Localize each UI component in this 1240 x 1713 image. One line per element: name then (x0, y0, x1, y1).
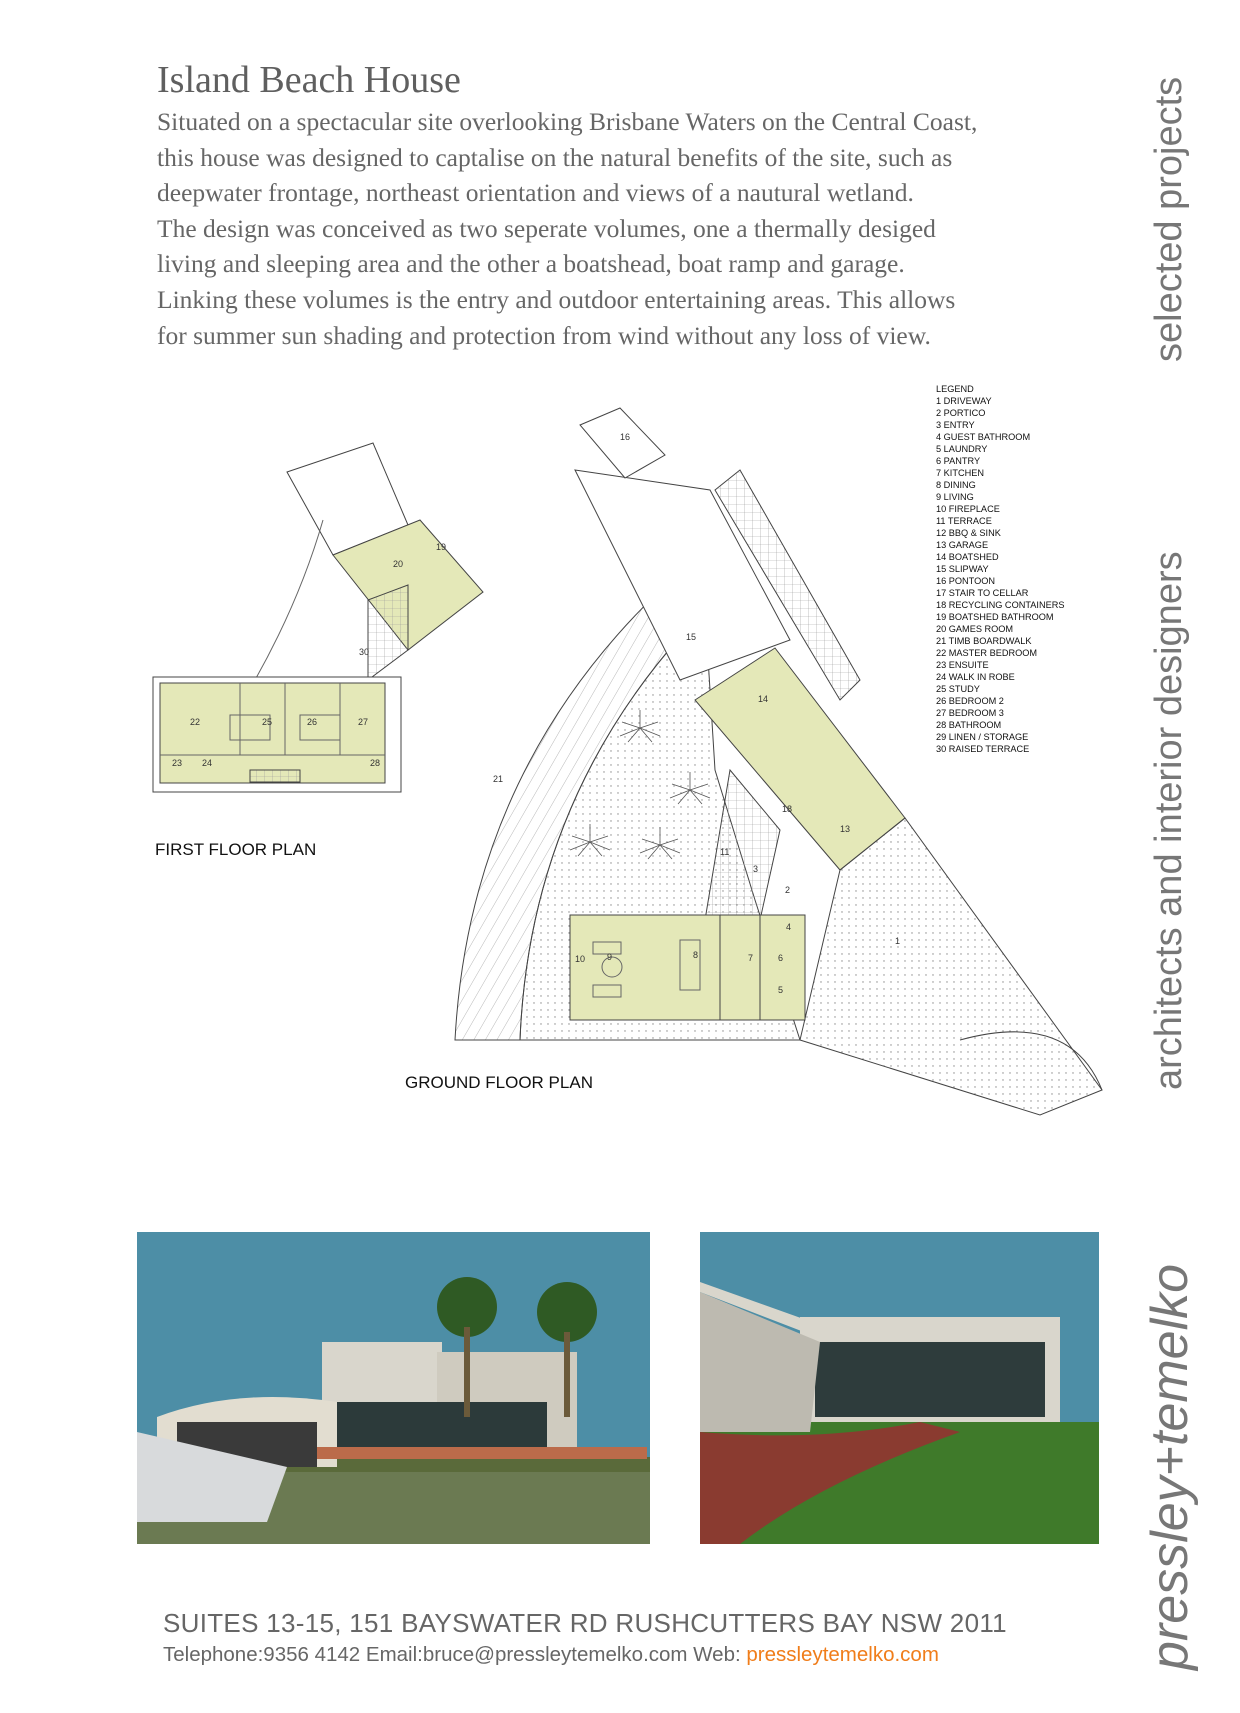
rendering-waterfront-view (137, 1232, 650, 1544)
legend-item: 4 GUEST BATHROOM (936, 432, 1031, 442)
legend-item: 28 BATHROOM (936, 720, 1002, 730)
legend-item: 1 DRIVEWAY (936, 396, 992, 406)
description-line: The design was conceived as two seperate volumes, one a thermally desiged (157, 213, 936, 243)
room-number: 1 (895, 936, 901, 946)
legend-item: 22 MASTER BEDROOM (936, 648, 1038, 658)
room-number: 28 (370, 758, 381, 768)
room-number: 3 (753, 864, 759, 874)
room-number: 24 (202, 758, 213, 768)
legend-item: 2 PORTICO (936, 408, 986, 418)
room-number: 25 (262, 717, 273, 727)
room-number: 4 (786, 922, 792, 932)
room-number: 2 (785, 885, 791, 895)
legend-item: 16 PONTOON (936, 576, 996, 586)
description-line: Situated on a spectacular site overlooking Brisbane Waters on the Central Coast, (157, 107, 978, 136)
description-line: this house was designed to captalise on the natural benefits of the site, such as (157, 142, 953, 172)
room-number: 20 (393, 559, 404, 569)
legend-item: 12 BBQ & SINK (936, 528, 1001, 538)
legend-item: 13 GARAGE (936, 540, 989, 550)
legend-item: 25 STUDY (936, 684, 980, 694)
legend-item: 30 RAISED TERRACE (936, 744, 1030, 754)
room-number: 13 (840, 824, 851, 834)
project-title: Island Beach House (157, 59, 461, 101)
room-number: 26 (307, 717, 318, 727)
plan-legend (936, 383, 1064, 755)
description-line: living and sleeping area and the other a boatshead, boat ramp and garage. (157, 249, 905, 279)
ground-floor-plan-label: GROUND FLOOR PLAN (405, 1073, 593, 1092)
room-number: 10 (575, 954, 586, 964)
room-number: 6 (778, 953, 784, 963)
legend-item: 21 TIMB BOARDWALK (936, 636, 1032, 646)
room-number: 23 (172, 758, 183, 768)
room-number: 19 (436, 542, 447, 552)
description-line: for summer sun shading and protection from wind without any loss of view. (157, 320, 931, 350)
room-number: 5 (778, 985, 784, 995)
room-number: 8 (693, 950, 699, 960)
legend-item: 27 BEDROOM 3 (936, 708, 1004, 718)
description-line: Linking these volumes is the entry and outdoor entertaining areas. This allows (157, 284, 956, 314)
room-number: 18 (782, 804, 793, 814)
side-label-selected-projects: selected projects (1148, 76, 1190, 362)
footer-address: SUITES 13-15, 151 BAYSWATER RD RUSHCUTTERS BAY NSW 2011 (163, 1608, 1007, 1638)
legend-item: 6 PANTRY (936, 456, 981, 466)
legend-item: 8 DINING (936, 480, 976, 490)
legend-item: 24 WALK IN ROBE (936, 672, 1015, 682)
footer-contact-text: Telephone:9356 4142 Email:bruce@pressleytemelko.com Web: (163, 1643, 747, 1666)
description-line: deepwater frontage, northeast orientation and views of a nautural wetland. (157, 178, 914, 208)
room-number: 14 (758, 694, 769, 704)
legend-item: 18 RECYCLING CONTAINERS (936, 600, 1065, 610)
legend-item: 29 LINEN / STORAGE (936, 732, 1029, 742)
legend-item: 23 ENSUITE (936, 660, 989, 670)
legend-item: 19 BOATSHED BATHROOM (936, 612, 1054, 622)
legend-item: 20 GAMES ROOM (936, 624, 1014, 634)
room-number: 27 (358, 717, 369, 727)
room-number: 30 (359, 647, 370, 657)
legend-item: 7 KITCHEN (936, 468, 984, 478)
legend-item: 11 TERRACE (936, 516, 992, 526)
side-label-architects: architects and interior designers (1148, 551, 1190, 1090)
room-number: 15 (686, 632, 697, 642)
first-floor-plan-label: FIRST FLOOR PLAN (155, 840, 317, 859)
room-number: 22 (190, 717, 201, 727)
legend-item: 14 BOATSHED (936, 552, 999, 562)
legend-item: 15 SLIPWAY (936, 564, 989, 574)
legend-item: 9 LIVING (936, 492, 974, 502)
legend-item: 3 ENTRY (936, 420, 975, 430)
room-number: 7 (748, 953, 754, 963)
brand-logo-text: pressley+temelko (1141, 1263, 1199, 1670)
room-number: 9 (607, 952, 613, 962)
room-number: 16 (620, 432, 631, 442)
legend-item: 17 STAIR TO CELLAR (936, 588, 1029, 598)
first-floor-plan (153, 443, 483, 792)
legend-heading: LEGEND (936, 384, 974, 394)
rendering-garden-view (700, 1232, 1099, 1544)
website-link[interactable]: pressleytemelko.com (746, 1643, 939, 1666)
room-number: 21 (493, 774, 504, 784)
room-number: 11 (720, 847, 730, 857)
legend-item: 10 FIREPLACE (936, 504, 1000, 514)
legend-item: 5 LAUNDRY (936, 444, 988, 454)
footer-contact (163, 1643, 939, 1667)
legend-item: 26 BEDROOM 2 (936, 696, 1004, 706)
